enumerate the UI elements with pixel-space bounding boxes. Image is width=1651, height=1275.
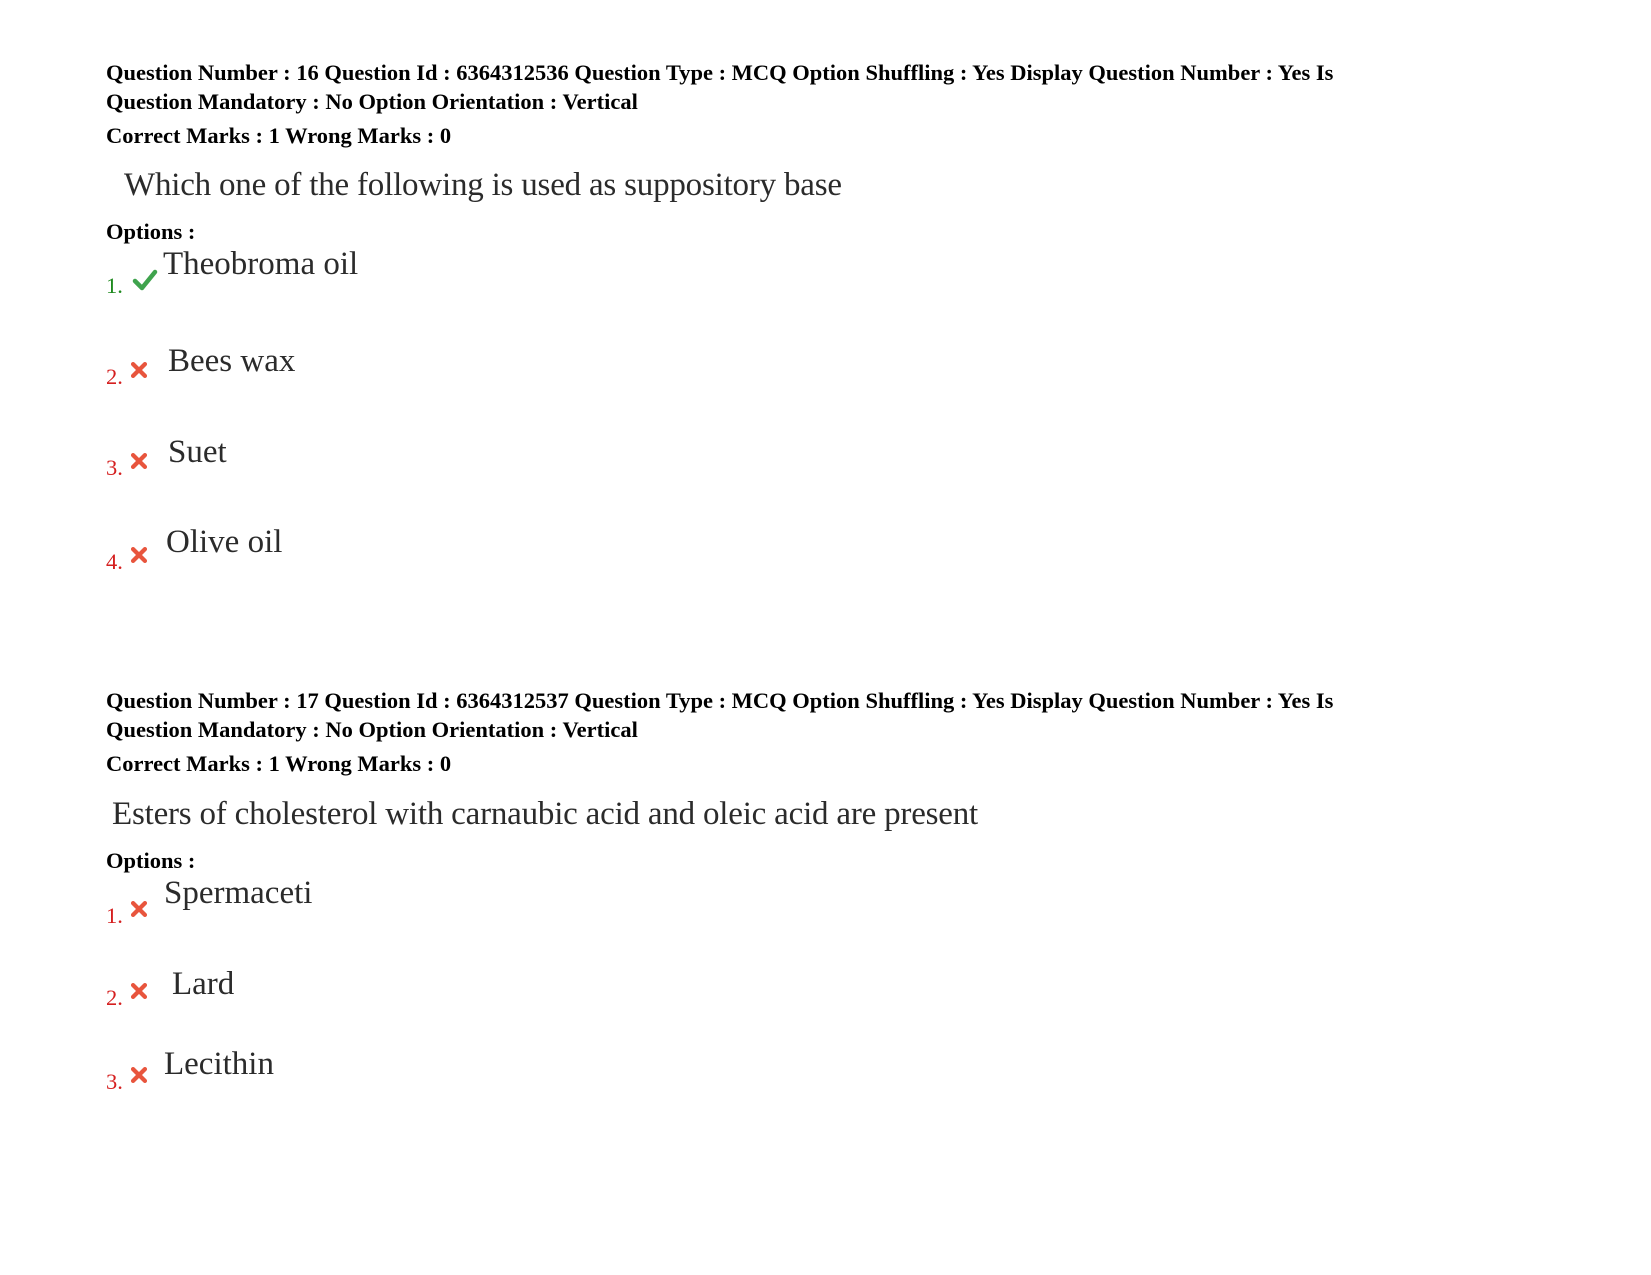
cross-icon — [128, 359, 150, 381]
options-label: Options : — [106, 848, 196, 873]
option-number: 3. — [106, 1069, 123, 1094]
check-icon — [132, 267, 158, 293]
question-text: Esters of cholesterol with carnaubic acid and oleic acid are present — [112, 796, 979, 832]
question-meta-line: Question Number : 16 Question Id : 6364312536 Question Type : MCQ Option Shuffling : Yes Display Question Number : Yes Is — [106, 60, 1334, 85]
option-number: 1. — [106, 903, 123, 928]
option-text: Spermaceti — [164, 875, 313, 911]
marks-line: Correct Marks : 1 Wrong Marks : 0 — [106, 751, 452, 776]
option-text: Bees wax — [168, 343, 296, 379]
cross-icon — [128, 1064, 150, 1086]
option-item — [106, 343, 1536, 442]
option-number: 1. — [106, 273, 123, 298]
question-block — [106, 58, 1536, 630]
option-item — [106, 875, 1536, 968]
cross-icon — [128, 450, 150, 472]
option-text: Suet — [168, 434, 227, 470]
option-number: 3. — [106, 455, 123, 480]
option-item — [106, 246, 1536, 346]
option-item — [106, 968, 1536, 1054]
option-number: 2. — [106, 985, 123, 1010]
option-item — [106, 524, 1536, 630]
question-meta-line: Question Mandatory : No Option Orientation : Vertical — [106, 717, 638, 742]
option-text: Olive oil — [166, 524, 283, 560]
option-number: 4. — [106, 549, 123, 574]
question-meta-line: Question Number : 17 Question Id : 6364312537 Question Type : MCQ Option Shuffling : Yes Display Question Number : Yes Is — [106, 688, 1334, 713]
question-text: Which one of the following is used as suppository base — [124, 167, 842, 203]
option-text: Lard — [172, 966, 235, 1002]
option-text: Theobroma oil — [163, 246, 359, 282]
option-item — [106, 1046, 1536, 1143]
cross-icon — [128, 980, 150, 1002]
option-text: Lecithin — [164, 1046, 274, 1082]
question-meta-line: Question Mandatory : No Option Orientation : Vertical — [106, 89, 638, 114]
question-block — [106, 686, 1536, 1143]
option-number: 2. — [106, 364, 123, 389]
option-item — [106, 434, 1536, 534]
cross-icon — [128, 898, 150, 920]
options-label: Options : — [106, 219, 196, 244]
cross-icon — [128, 544, 150, 566]
marks-line: Correct Marks : 1 Wrong Marks : 0 — [106, 123, 452, 148]
